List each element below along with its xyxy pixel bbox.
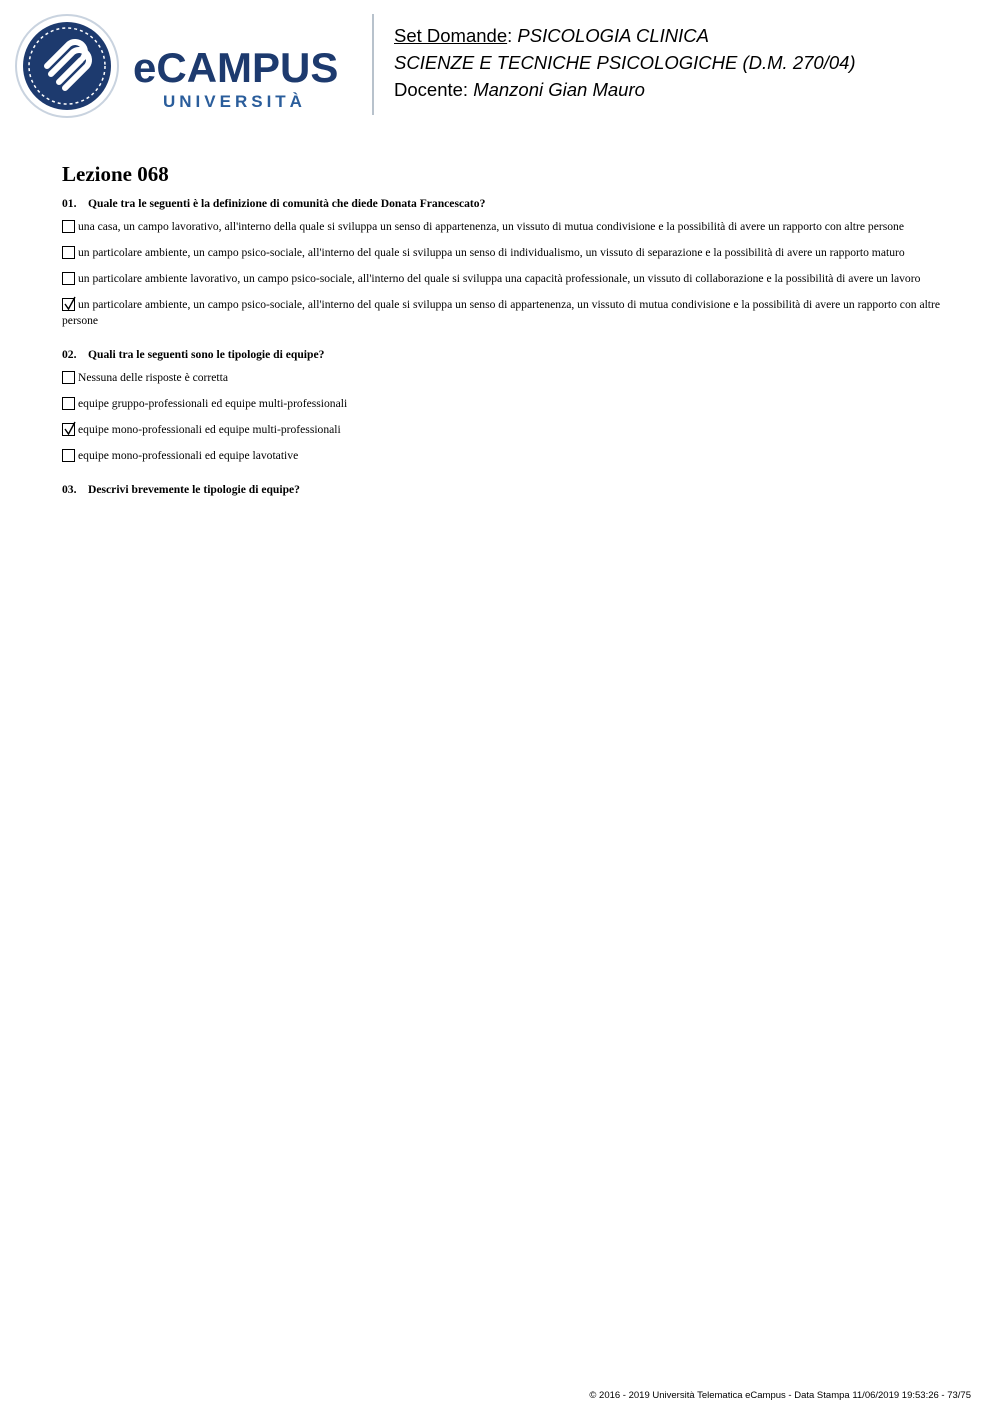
question-list: [62, 197, 942, 515]
teacher-line: [394, 76, 856, 103]
logo-wordmark: eCAMPUS: [133, 44, 339, 91]
answer-text: equipe mono-professionali ed equipe multi-professionali: [78, 423, 341, 436]
course-line: [394, 49, 856, 76]
ecampus-emblem-icon: [15, 14, 360, 118]
answer-text: equipe gruppo-professionali ed equipe multi-professionali: [78, 397, 348, 410]
question-text: Descrivi brevemente le tipologie di equipe?: [88, 483, 300, 496]
logo-subtitle: UNIVERSITÀ: [163, 92, 306, 111]
question-2: [62, 348, 942, 464]
ecampus-logo: [15, 14, 360, 118]
answer-checkbox[interactable]: [62, 272, 75, 285]
answer-option: [62, 396, 942, 412]
answer-checkbox[interactable]: [62, 449, 75, 462]
question-3: [62, 483, 942, 496]
page-footer: © 2016 - 2019 Università Telematica eCampus - Data Stampa 11/06/2019 19:53:26 - 73/75: [589, 1390, 971, 1401]
answer-text: un particolare ambiente, un campo psico-sociale, all'interno del quale si sviluppa un senso di individualismo, un vissuto di separazione e la possibilità di avere un rapporto maturo: [78, 246, 905, 259]
document-header: [394, 22, 856, 103]
answer-text: un particolare ambiente, un campo psico-sociale, all'interno del quale si sviluppa un senso di appartenenza, un vissuto di mutua condivisione e la possibilità di avere un rapporto con altre persone: [62, 298, 941, 327]
set-label: Set Domande: [394, 25, 508, 46]
answer-checkbox[interactable]: [62, 423, 75, 436]
question-1: [62, 197, 942, 329]
answer-text: un particolare ambiente lavorativo, un campo psico-sociale, all'interno del quale si sviluppa una capacità professionale, un vissuto di collaborazione e la possibilità di avere un lavoro: [78, 272, 921, 285]
answer-checkbox[interactable]: [62, 397, 75, 410]
answer-option: [62, 297, 942, 329]
answer-checkbox[interactable]: [62, 220, 75, 233]
question-text: Quali tra le seguenti sono le tipologie di equipe?: [88, 348, 325, 361]
answer-text: una casa, un campo lavorativo, all'interno della quale si sviluppa un senso di appartenenza, un vissuto di mutua condivisione e la possibilità di avere un rapporto con altre persone: [78, 220, 904, 233]
question-heading: [62, 348, 942, 361]
answer-text: Nessuna delle risposte è corretta: [78, 371, 229, 384]
answer-checkbox[interactable]: [62, 246, 75, 259]
header-divider: [372, 14, 374, 115]
teacher-name: Manzoni Gian Mauro: [473, 79, 645, 100]
course-name: SCIENZE E TECNICHE PSICOLOGICHE (D.M. 270/04): [394, 52, 856, 73]
answer-option: [62, 245, 942, 261]
question-heading: [62, 483, 942, 496]
set-domande-line: Set Domande: PSICOLOGIA CLINICA: [394, 25, 709, 46]
answer-option: [62, 271, 942, 287]
question-number: 02.: [62, 348, 77, 361]
question-heading: [62, 197, 942, 210]
answer-option: [62, 422, 942, 438]
answer-text: equipe mono-professionali ed equipe lavotative: [78, 449, 299, 462]
set-value: PSICOLOGIA CLINICA: [517, 25, 709, 46]
answer-option: [62, 448, 942, 464]
answer-option: [62, 219, 942, 235]
answer-option: [62, 370, 942, 386]
question-number: 01.: [62, 197, 77, 210]
answer-checkbox[interactable]: [62, 371, 75, 384]
answer-checkbox[interactable]: [62, 298, 75, 311]
checkmark-icon: [63, 421, 76, 437]
checkmark-icon: [63, 296, 76, 312]
question-number: 03.: [62, 483, 77, 496]
question-text: Quale tra le seguenti è la definizione di comunità che diede Donata Francescato?: [88, 197, 486, 210]
teacher-label: Docente:: [394, 79, 469, 100]
lesson-title: Lezione 068: [62, 162, 169, 186]
